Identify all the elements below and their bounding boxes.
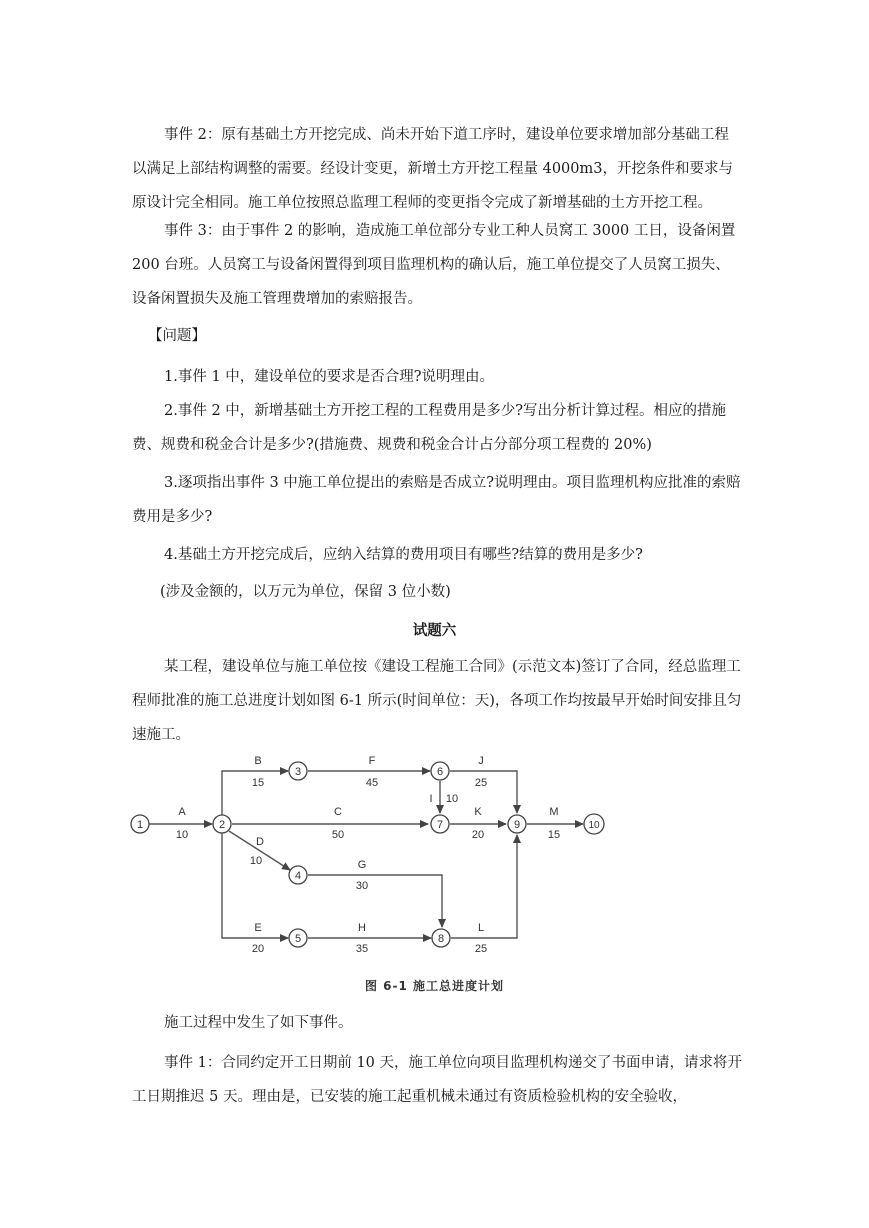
node-9 bbox=[508, 815, 526, 833]
event3-paragraph: 事件 3：由于事件 2 的影响，造成施工单位部分专业工种人员窝工 3000 工日，设备闲置 200 台班。人员窝工与设备闲置得到项目监理机构的确认后，施工单位提交了人员窝工损失、设备闲置损失及施工管理费增加的索赔报告。 bbox=[132, 223, 736, 307]
label-F-name: F bbox=[368, 755, 376, 767]
question-2: 2.事件 2 中，新增基础土方开挖工程的工程费用是多少?写出分析计算过程。相应的措施费、规费和税金合计是多少?(措施费、规费和税金合计占分部分项工程费的 20%) bbox=[132, 403, 727, 453]
node-label: 1 bbox=[136, 819, 144, 831]
intro-paragraph: 某工程，建设单位与施工单位按《建设工程施工合同》(示范文本)签订了合同，经总监理工程师批准的施工总进度计划如图 6-1 所示(时间单位：天)，各项工作均按最早开始时间安排且匀速施工。 bbox=[132, 659, 742, 743]
process-paragraph: 施工过程中发生了如下事件。 bbox=[164, 1015, 353, 1031]
node-1 bbox=[131, 815, 149, 833]
label-K-duration: 20 bbox=[471, 829, 485, 841]
node-label: 5 bbox=[294, 933, 302, 945]
node-8 bbox=[432, 929, 450, 947]
node-label: 8 bbox=[437, 933, 445, 945]
node-7 bbox=[431, 815, 449, 833]
label-I-name: I bbox=[429, 793, 433, 805]
label-E-name: E bbox=[254, 922, 262, 934]
label-J-duration: 25 bbox=[474, 777, 488, 789]
label-F-duration: 45 bbox=[365, 777, 379, 789]
question-4: 4.基础土方开挖完成后，应纳入结算的费用项目有哪些?结算的费用是多少? bbox=[164, 547, 643, 563]
label-K-name: K bbox=[474, 806, 482, 818]
label-A-duration: 10 bbox=[175, 829, 189, 841]
section-title: 试题六 bbox=[412, 622, 457, 639]
question-1: 1.事件 1 中，建设单位的要求是否合理?说明理由。 bbox=[164, 369, 495, 385]
network-diagram bbox=[120, 752, 620, 962]
label-G-name: G bbox=[357, 859, 367, 871]
label-B-duration: 15 bbox=[251, 777, 265, 789]
label-L-duration: 25 bbox=[474, 943, 488, 955]
node-6 bbox=[431, 762, 449, 780]
figure-caption: 图 6-1 施工总进度计划 bbox=[364, 979, 505, 993]
node-label: 2 bbox=[218, 819, 226, 831]
label-G-duration: 30 bbox=[355, 880, 369, 892]
label-D-name: D bbox=[256, 836, 264, 848]
arrow-G bbox=[308, 875, 442, 927]
label-H-name: H bbox=[358, 922, 366, 934]
node-2 bbox=[213, 815, 231, 833]
question-header: 【问题】 bbox=[148, 328, 206, 344]
label-A-name: A bbox=[178, 806, 186, 818]
event1-paragraph: 事件 1：合同约定开工日期前 10 天，施工单位向项目监理机构递交了书面申请，请求将开工日期推迟 5 天。理由是，已安装的施工起重机械未通过有资质检验机构的安全验收， bbox=[132, 1055, 742, 1105]
node-label: 9 bbox=[513, 819, 521, 831]
node-5 bbox=[289, 929, 307, 947]
node-label: 7 bbox=[436, 819, 444, 831]
label-D-duration: 10 bbox=[249, 855, 263, 867]
node-label: 4 bbox=[294, 870, 302, 882]
node-label: 10 bbox=[588, 820, 600, 831]
label-M-duration: 15 bbox=[547, 829, 561, 841]
node-3 bbox=[289, 762, 307, 780]
question-3: 3.逐项指出事件 3 中施工单位提出的索赔是否成立?说明理由。项目监理机构应批准的索赔费用是多少? bbox=[132, 475, 741, 525]
label-M-name: M bbox=[549, 806, 559, 818]
node-10 bbox=[584, 814, 604, 834]
label-C-name: C bbox=[334, 806, 342, 818]
label-L-name: L bbox=[477, 922, 485, 934]
label-I-duration: 10 bbox=[445, 793, 459, 805]
node-label: 6 bbox=[436, 766, 444, 778]
label-J-name: J bbox=[478, 755, 484, 767]
label-B-name: B bbox=[254, 755, 262, 767]
node-4 bbox=[289, 866, 307, 884]
event2-paragraph: 事件 2：原有基础土方开挖完成、尚未开始下道工序时，建设单位要求增加部分基础工程以满足上部结构调整的需要。经设计变更，新增土方开挖工程量 4000m3，开挖条件和要求与原设计完全相同。施工单位按照总监理工程师的变更指令完成了新增基础的土方开挖工程。 bbox=[132, 127, 733, 211]
label-C-duration: 50 bbox=[331, 829, 345, 841]
label-H-duration: 35 bbox=[355, 943, 369, 955]
label-E-duration: 20 bbox=[251, 943, 265, 955]
node-label: 3 bbox=[294, 766, 302, 778]
amount-note: (涉及金额的，以万元为单位，保留 3 位小数) bbox=[160, 584, 451, 600]
